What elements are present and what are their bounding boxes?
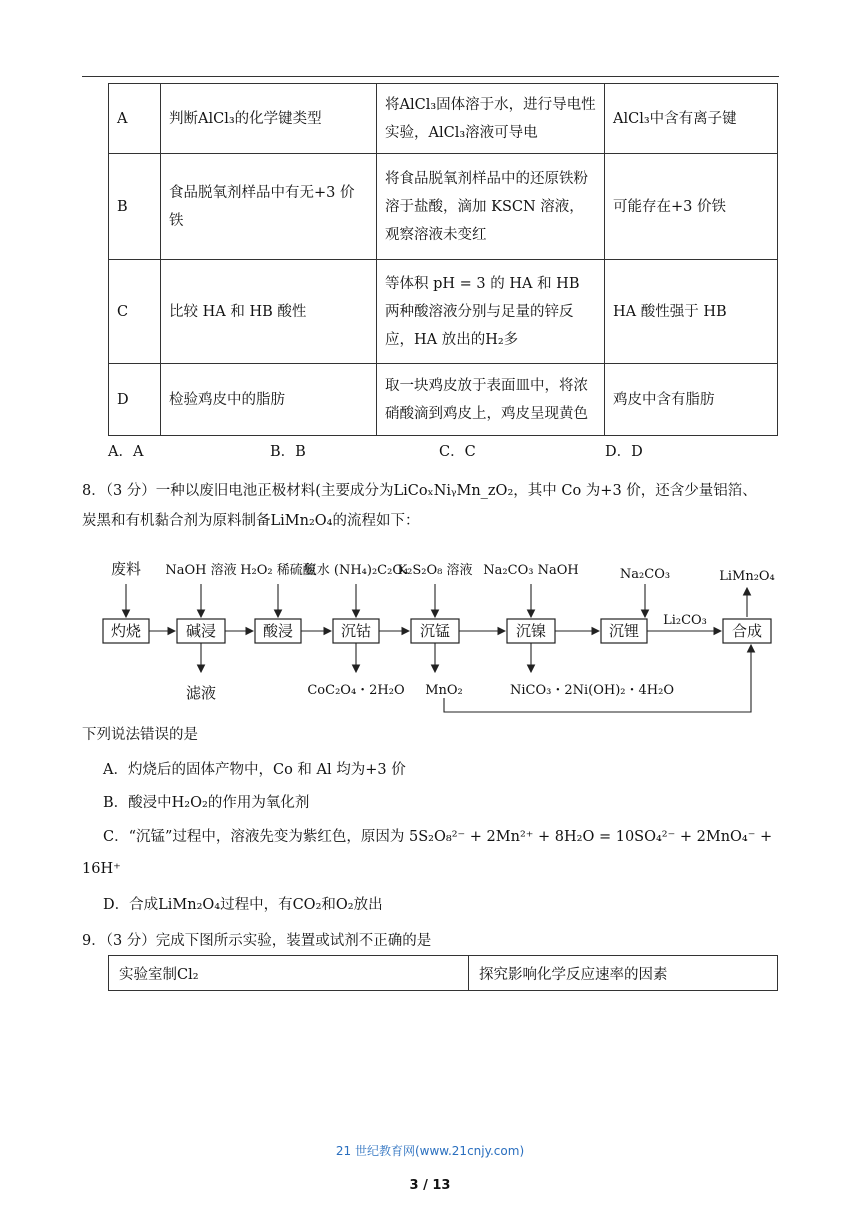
lithium-reagent: Li₂CO₃ — [663, 613, 707, 628]
row-label: B — [109, 154, 161, 260]
q8-option-a[interactable]: A．灼烧后的固体产物中，Co 和 Al 均为+3 价 — [103, 762, 406, 778]
experiment-purpose: 检验鸡皮中的脂肪 — [161, 364, 377, 436]
experiment-operation: 取一块鸡皮放于表面皿中，将浓硝酸滴到鸡皮上，鸡皮呈现黄色 — [377, 364, 605, 436]
experiment-table — [108, 83, 778, 436]
experiment-operation: 将AlCl₃固体溶于水，进行导电性实验，AlCl₃溶液可导电 — [377, 84, 605, 154]
q9-cell-rate: 探究影响化学反应速率的因素 — [469, 956, 778, 991]
q8-option-d[interactable]: D．合成LiMn₂O₄过程中，有CO₂和O₂放出 — [103, 897, 383, 913]
experiment-purpose: 判断AlCl₃的化学键类型 — [161, 84, 377, 154]
input-label: NaOH 溶液 — [165, 563, 237, 578]
output-label: CoC₂O₄・2H₂O — [307, 683, 405, 698]
question-9-stem: 9．（3 分）完成下图所示实验，装置或试剂不正确的是 — [82, 933, 432, 949]
process-flowchart — [95, 538, 795, 720]
input-label: K₂S₂O₈ 溶液 — [397, 563, 473, 578]
step-label: 沉钴 — [340, 622, 372, 640]
input-label: Na₂CO₃ — [619, 567, 671, 582]
q9-cell-chlorine: 实验室制Cl₂ — [109, 956, 469, 991]
final-product: LiMn₂O₄ — [719, 569, 775, 584]
q8-stem-line1: 8．（3 分）一种以废旧电池正极材料(主要成分为LiCoₓNiᵧMn_zO₂，其中 Co 为+3 价，还含少量铝箔、 — [82, 483, 757, 499]
experiment-conclusion: HA 酸性强于 HB — [605, 260, 778, 364]
q8-stem-line2: 炭黑和有机黏合剂为原料制备LiMn₂O₄的流程如下： — [82, 513, 420, 529]
q8-option-b[interactable]: B．酸浸中H₂O₂的作用为氧化剂 — [103, 795, 310, 811]
input-label: Na₂CO₃ NaOH — [483, 563, 579, 578]
experiment-conclusion: AlCl₃中含有离子键 — [605, 84, 778, 154]
experiment-purpose: 比较 HA 和 HB 酸性 — [161, 260, 377, 364]
input-label: H₂O₂ 稀硫酸 — [240, 563, 316, 578]
option-c[interactable]: C．C — [439, 444, 476, 460]
question-8-stem — [82, 476, 782, 536]
footer-link[interactable]: 21 世纪教育网(www.21cnjy.com) — [335, 1144, 525, 1158]
step-label: 碱浸 — [185, 622, 217, 640]
step-label: 沉锰 — [419, 622, 451, 640]
q8-option-c[interactable]: C．“沉锰”过程中，溶液先变为紫红色，原因为 5S₂O₈²⁻ + 2Mn²⁺ + 8H₂O = 10SO₄²⁻ + 2MnO₄⁻ + — [103, 829, 773, 845]
page-number: 3 / 13 — [409, 1178, 451, 1193]
input-label: 氨水 (NH₄)₂C₂O₄ — [303, 563, 409, 578]
option-b[interactable]: B．B — [270, 444, 306, 460]
table-row — [109, 956, 778, 991]
output-label: 滤液 — [185, 684, 217, 702]
experiment-conclusion: 可能存在+3 价铁 — [605, 154, 778, 260]
table-row — [109, 260, 778, 364]
output-label: MnO₂ — [425, 683, 463, 698]
table-row — [109, 364, 778, 436]
experiment-operation: 将食品脱氧剂样品中的还原铁粉溶于盐酸，滴加 KSCN 溶液，观察溶液未变红 — [377, 154, 605, 260]
step-label: 灼烧 — [110, 622, 142, 640]
input-label: 废料 — [110, 560, 142, 578]
table-row — [109, 84, 778, 154]
step-label: 合成 — [731, 622, 763, 640]
q8-option-c-cont: 16H⁺ — [82, 861, 121, 877]
row-label: C — [109, 260, 161, 364]
experiment-operation: 等体积 pH = 3 的 HA 和 HB 两种酸溶液分别与足量的锌反应，HA 放出的H₂多 — [377, 260, 605, 364]
option-a[interactable]: A．A — [108, 444, 144, 460]
q8-prompt: 下列说法错误的是 — [82, 727, 198, 743]
step-label: 沉镍 — [515, 622, 547, 640]
option-d[interactable]: D．D — [605, 444, 643, 460]
step-label: 酸浸 — [262, 622, 294, 640]
header-rule — [82, 76, 779, 77]
table-row — [109, 154, 778, 260]
step-label: 沉锂 — [608, 622, 640, 640]
q7-options — [108, 440, 777, 466]
row-label: D — [109, 364, 161, 436]
output-label: NiCO₃・2Ni(OH)₂・4H₂O — [510, 683, 674, 698]
experiment-conclusion: 鸡皮中含有脂肪 — [605, 364, 778, 436]
experiment-purpose: 食品脱氧剂样品中有无+3 价铁 — [161, 154, 377, 260]
q9-table — [108, 955, 778, 991]
row-label: A — [109, 84, 161, 154]
